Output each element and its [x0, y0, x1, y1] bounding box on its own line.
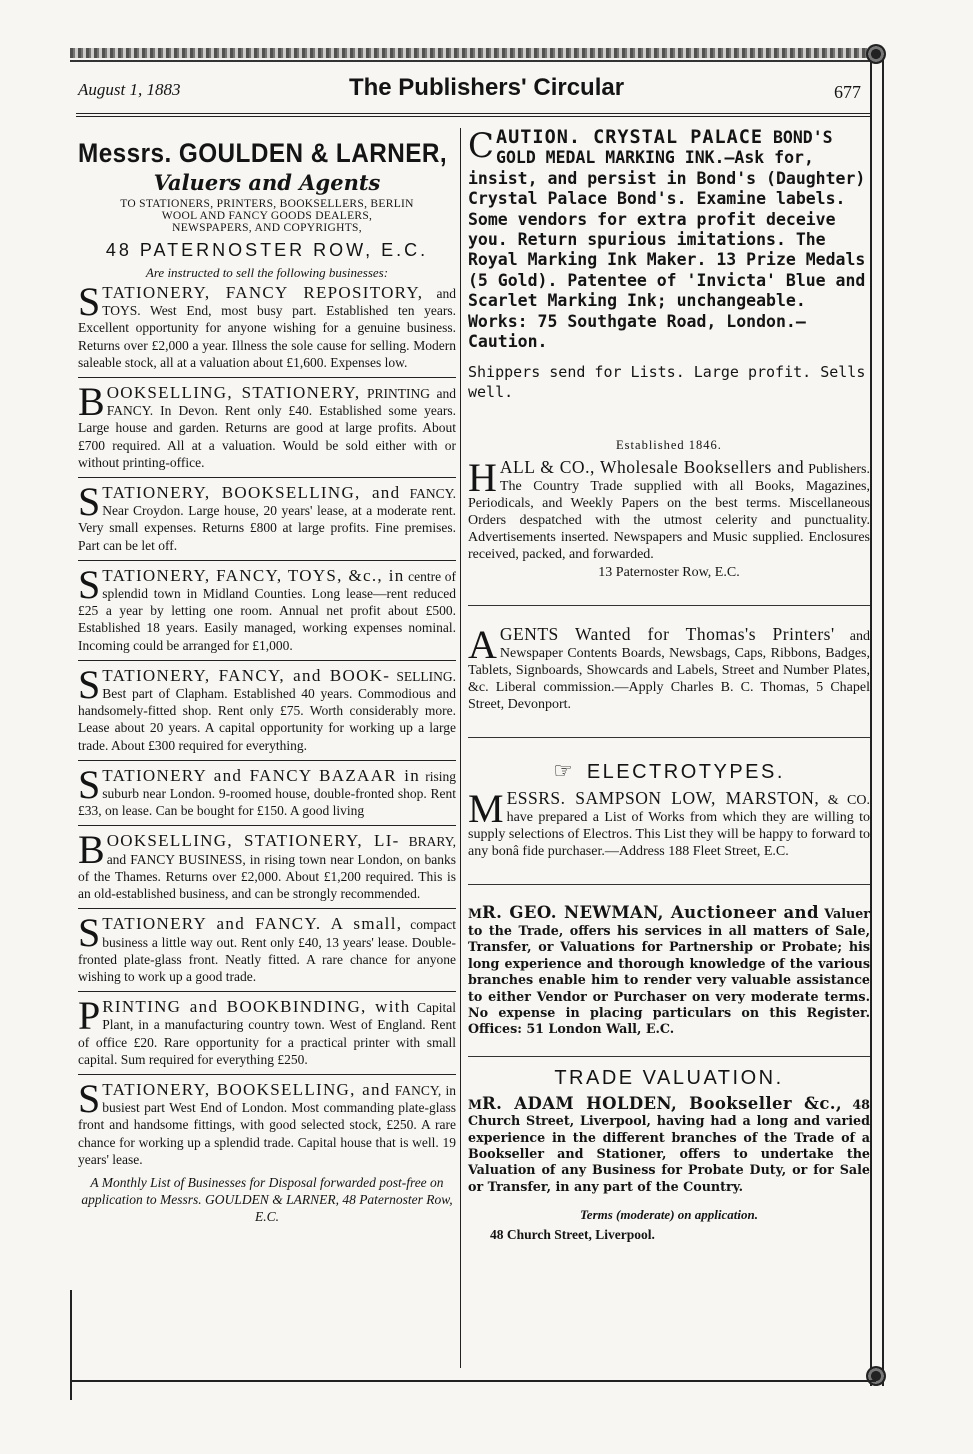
binding-edge [870, 56, 884, 1386]
newman-heading: R. GEO. NEWMAN, Auctioneer and [482, 903, 819, 923]
caution-heading: AUTION. CRYSTAL PALACE [496, 127, 764, 148]
listing-separator [78, 991, 456, 992]
firm-to-line-2: WOOL AND FANCY GOODS DEALERS, [161, 210, 373, 222]
sampson-heading: ESSRS. SAMPSON LOW, MARSTON, [506, 788, 820, 809]
listing-body: and TOYS. West End, most busy part. Established ten years. Excellent opportunity for anyone wishing for a genuine business. Returns over £2,000 a year. Illness the sole cause for selling. Modern saleable stock, all at a valuation about £1,600. Expenses low. [78, 286, 456, 370]
firm-name: Messrs. GOULDEN & LARNER, [78, 138, 448, 168]
sampson-body: & CO. have prepared a List of Works from which they are willing to supply selections of Electros. This List they will be happy to forward to any bonâ fide purchaser.—Address 188 Fleet Street, E.C. [468, 793, 870, 860]
listing-body: PRINTING and FANCY. In Devon. Rent only £40. Established some years. Large house and garden. Returns are good at large profits. About £700 required. All at a valuation. Would be sold either with or without printing-office. [78, 386, 456, 470]
drop-cap: S [78, 1075, 101, 1121]
drop-cap: P [78, 993, 101, 1039]
holden-address: 48 Church Street, Liverpool. [490, 1227, 655, 1243]
drop-cap: B [78, 827, 105, 873]
listing-body: centre of splendid town in Midland Counties. Long lease—rent reduced £25 a year by letting one room. Annual net profit about £500. Established 18 years. Easily managed, working expenses nominal. Incoming could be arranged for £1,000. [78, 568, 456, 653]
listing-body: compact business a little way out. Rent only £40, 13 years' lease. Double-fronted plate-glass front. Neatly fitted. A rare chance for anyone wishing to work up a good trade. [78, 917, 456, 984]
listing-separator [78, 377, 456, 378]
listing-body: FANCY, in busiest part West End of London. Most commanding plate-glass front and handsome fittings, with good selected stock, £250. A rare chance for working up a splendid trade. Capital house that is well. 19 years' lease. [78, 1082, 456, 1167]
agents-heading: GENTS Wanted for Thomas's Printers' [499, 624, 835, 645]
listing-body: Capital Plant, in a manufacturing country town. West of England. Rent of office £20. Rare opportunity for a practical printer with small capital. Sum required for everything £250. [78, 1000, 456, 1067]
publication-title: The Publishers' Circular [348, 74, 625, 101]
business-listing [78, 379, 456, 471]
business-listing [78, 993, 456, 1068]
section-rule [468, 884, 870, 885]
agents-advert [468, 622, 870, 713]
listing-separator [78, 660, 456, 661]
listing-separator [78, 908, 456, 909]
left-margin-mark [70, 1290, 72, 1400]
monthly-list-note: A Monthly List of Businesses for Disposal forwarded post-free on application to Messrs. GOULDEN & LARNER, 48 Paternoster Row, E.C. [81, 1174, 453, 1224]
top-rule [70, 60, 878, 62]
business-listing [78, 279, 456, 371]
listing-heading: TATIONERY, FANCY, and BOOK- [102, 665, 391, 685]
established-line: Established 1846. [616, 438, 722, 453]
drop-cap: A [468, 622, 497, 668]
instructed-line: Are instructed to sell the following businesses: [145, 265, 389, 280]
hall-address: 13 Paternoster Row, E.C. [598, 565, 740, 581]
business-listing [78, 661, 456, 754]
drop-cap: C [468, 126, 495, 166]
pointing-hand-icon: ☞ [553, 758, 573, 784]
listing-separator [78, 1074, 456, 1075]
right-column [468, 128, 870, 1243]
listing-heading: RINTING and BOOKBINDING, with [102, 997, 411, 1017]
business-listing [78, 827, 456, 902]
listing-heading: TATIONERY, FANCY REPOSITORY, [102, 283, 424, 302]
section-rule [468, 737, 870, 738]
electrotypes-heading [468, 758, 870, 784]
listing-heading: TATIONERY, BOOKSELLING, and [102, 1079, 391, 1099]
listing-heading: TATIONERY, FANCY, TOYS, &c., in [102, 565, 405, 585]
binding-bottom-ornament [866, 1366, 886, 1386]
listing-separator [78, 825, 456, 826]
holden-body: 48 Church Street, Liverpool, having had a long and varied experience in the different branches of the Trade of a Bookseller and Stationer, offers to undertake the Valuation of any Business for Probate Duty, or for Sale or Transfer, in any part of the Country. [468, 1096, 870, 1194]
listing-heading: TATIONERY, BOOKSELLING, and [102, 483, 401, 503]
issue-date: August 1, 1883 [78, 80, 181, 99]
firm-to-line-1: TO STATIONERS, PRINTERS, BOOKSELLERS, BERLIN [120, 198, 414, 210]
holden-advert [468, 1093, 870, 1195]
section-rule [468, 1056, 870, 1057]
bottom-rule [70, 1380, 876, 1382]
newman-body: Valuer to the Trade, offers his services in all matters of Sale, Transfer, or Valuations for Partnership or Probate; his long experience and thorough knowledge of the various branches enable him to render very valuable assistance to either Vendor or Purchaser on very moderate terms. No expense in placing particulars on this Register. Offices: 51 London Wall, E.C. [468, 906, 870, 1037]
electrotypes-title: ELECTROTYPES. [586, 761, 785, 784]
listing-heading: OOKSELLING, STATIONERY, LI- [106, 831, 400, 851]
listing-body: BRARY, and FANCY BUSINESS, in rising town near London, on banks of the Thames. Returns over £2,000. About £1,200 required. This is an old-established business, and can be strongly recommended. [78, 834, 456, 902]
business-listing [78, 561, 456, 654]
firm-role: Valuers and Agents [153, 170, 381, 195]
listing-heading: TATIONERY and FANCY BAZAAR in [102, 765, 421, 785]
listing-separator [78, 560, 456, 561]
holden-heading: R. ADAM HOLDEN, Bookseller &c., [482, 1093, 843, 1113]
listing-body: rising suburb near London. 9-roomed house, double-fronted shop. Rent £33, on lease. Can be bought for £150. A good living [78, 768, 456, 819]
drop-cap: S [78, 910, 101, 956]
drop-cap: B [78, 379, 105, 425]
header-rule [76, 113, 872, 117]
drop-cap: S [78, 761, 101, 807]
left-column [78, 128, 456, 1225]
caution-advert [468, 128, 870, 352]
listing-separator [78, 760, 456, 761]
listing-separator [78, 477, 456, 478]
hall-heading: ALL & CO., Wholesale Booksellers and [499, 457, 805, 478]
listing-body: SELLING. Best part of Clapham. Established 40 years. Commodious and handsomely-fitted shop. Rent only £75. Worth considerably more. Lease about 20 years. A capital opportunity for working up a large trade. About £300 required for everything. [78, 668, 456, 753]
drop-cap: S [78, 561, 101, 607]
newman-advert [468, 905, 870, 1037]
listing-body: FANCY. Near Croydon. Large house, 20 years' lease, at a moderate rent. Very small expenses. Returns £800 at large profits. Fine premises. Part can be let off. [78, 486, 456, 553]
business-listing [78, 910, 456, 985]
trade-valuation-heading: TRADE VALUATION. [554, 1066, 784, 1089]
binding-top-ornament [866, 44, 886, 64]
terms-line: Terms (moderate) on application. [580, 1207, 758, 1223]
page-number: 677 [834, 82, 861, 102]
sampson-advert [468, 786, 870, 860]
listing-heading: TATIONERY and FANCY. A small, [102, 914, 403, 934]
column-divider [460, 128, 461, 1368]
hall-body: Publishers. The Country Trade supplied with all Books, Magazines, Periodicals, and Weekly Papers on the best terms. Miscellaneous Orders despatched with the utmost celerity and punctuality. Advertisements inserted. Newspapers and Music supplied. Enclosures received, packed, and forwarded. [468, 462, 871, 563]
section-rule [468, 605, 870, 606]
listing-heading: OOKSELLING, STATIONERY, [106, 383, 361, 403]
drop-cap: S [78, 279, 101, 324]
drop-cap: S [78, 661, 101, 707]
drop-cap: M [468, 1096, 483, 1112]
drop-cap: S [78, 479, 101, 525]
firm-address: 48 PATERNOSTER ROW, E.C. [105, 240, 429, 260]
drop-cap: M [468, 906, 483, 922]
drop-cap: M [468, 786, 504, 832]
drop-cap: H [468, 455, 497, 501]
business-listing [78, 479, 456, 554]
shippers-line: Shippers send for Lists. Large profit. Sells well. [468, 363, 866, 402]
top-ornamental-rule [70, 48, 878, 58]
business-listing [78, 761, 456, 820]
caution-body: BOND'S GOLD MEDAL MARKING INK.—Ask for, insist, and persist in Bond's (Daughter) Crystal Palace Bond's. Examine labels. Some vendors for extra profit deceive you. Return spurious imitations. The Royal Marking Ink Maker. 13 Prize Medals (5 Gold). Patentee of 'Invicta' Blue and Scarlet Marking Ink; unchangeable. Works: 75 Southgate Road, London.—Caution. [468, 128, 866, 352]
firm-to-line-3: NEWSPAPERS, AND COPYRIGHTS, [172, 222, 362, 234]
agents-body: and Newspaper Contents Boards, Newsbags, Caps, Ribbons, Badges, Tablets, Signboards, Showcards and Labels, Street and Number Plates, &c. Liberal commission.—Apply Charles B. C. Thomas, 5 Chapel Street, Devonport. [468, 629, 870, 713]
hall-advert [468, 455, 871, 563]
business-listing [78, 1075, 456, 1168]
